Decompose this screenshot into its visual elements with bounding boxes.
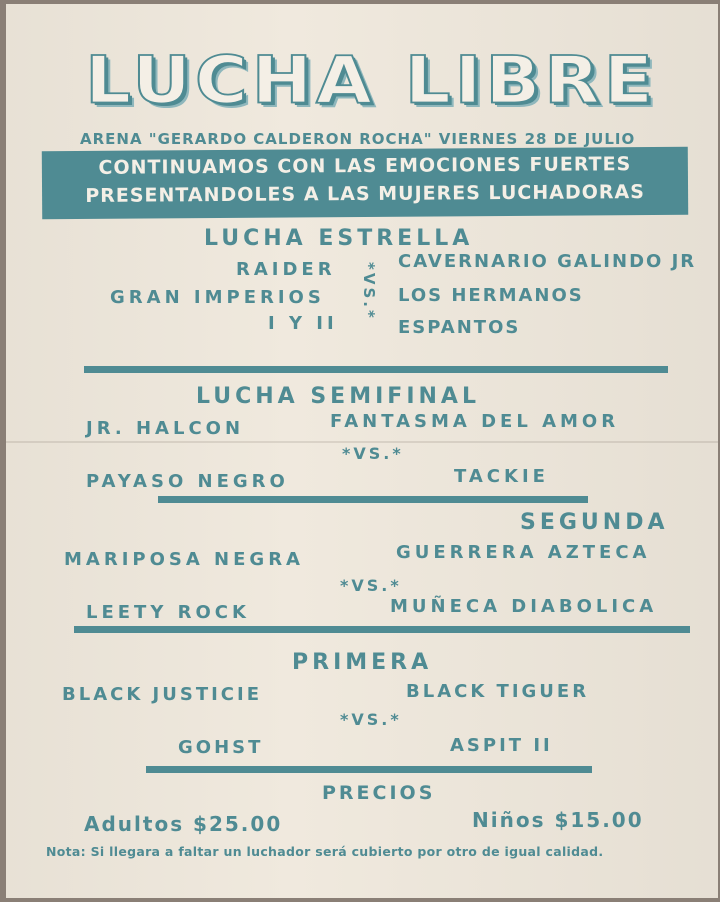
flyer-title: LUCHA LIBRE (85, 42, 657, 118)
estrella-right-2: LOS HERMANOS (398, 285, 584, 306)
estrella-left-1: RAIDER (236, 259, 336, 280)
segunda-right-2: MUÑECA DIABOLICA (390, 596, 658, 617)
flyer (6, 4, 718, 898)
estrella-left-2: GRAN IMPERIOS (110, 287, 325, 308)
divider-4 (146, 766, 592, 773)
estrella-right-1: CAVERNARIO GALINDO JR (398, 251, 697, 272)
precios-heading: PRECIOS (322, 782, 436, 804)
primera-vs: *VS.* (340, 710, 402, 729)
segunda-left-1: MARIPOSA NEGRA (64, 549, 304, 570)
semifinal-vs: *VS.* (342, 444, 404, 463)
fold-crease (6, 441, 718, 443)
precio-adultos: Adultos $25.00 (84, 812, 283, 836)
precio-ninos: Niños $15.00 (472, 808, 644, 832)
primera-left-1: BLACK JUSTICIE (62, 684, 263, 705)
segunda-left-2: LEETY ROCK (86, 602, 250, 623)
nota-text: Nota: Si llegara a faltar un luchador será cubierto por otro de igual calidad. (46, 844, 604, 859)
divider-2 (158, 496, 588, 503)
semifinal-right-1: FANTASMA DEL AMOR (330, 411, 620, 432)
estrella-left-3: I Y II (268, 313, 338, 334)
semifinal-left-1: JR. HALCON (86, 418, 245, 439)
segunda-right-1: GUERRERA AZTECA (396, 542, 651, 563)
divider-1 (84, 366, 668, 373)
banner-line-1: CONTINUAMOS CON LAS EMOCIONES FUERTES (98, 153, 632, 179)
semifinal-heading: LUCHA SEMIFINAL (196, 384, 480, 409)
divider-3 (74, 626, 690, 633)
semifinal-right-2: TACKIE (454, 466, 549, 487)
primera-left-2: GOHST (178, 737, 264, 758)
primera-heading: PRIMERA (292, 650, 433, 675)
banner-line-2: PRESENTANDOLES A LAS MUJERES LUCHADORAS (85, 181, 645, 207)
primera-right-2: ASPIT II (450, 735, 553, 756)
segunda-heading: SEGUNDA (520, 510, 669, 535)
estrella-vs: *VS.* (360, 262, 378, 321)
estrella-heading: LUCHA ESTRELLA (204, 226, 474, 251)
primera-right-1: BLACK TIGUER (406, 681, 590, 702)
segunda-vs: *VS.* (340, 576, 402, 595)
estrella-right-3: ESPANTOS (398, 317, 521, 338)
arena-date-line: ARENA "GERARDO CALDERON ROCHA" VIERNES 28 DE JULIO (80, 130, 636, 148)
announcement-banner (42, 147, 688, 220)
semifinal-left-2: PAYASO NEGRO (86, 471, 289, 492)
